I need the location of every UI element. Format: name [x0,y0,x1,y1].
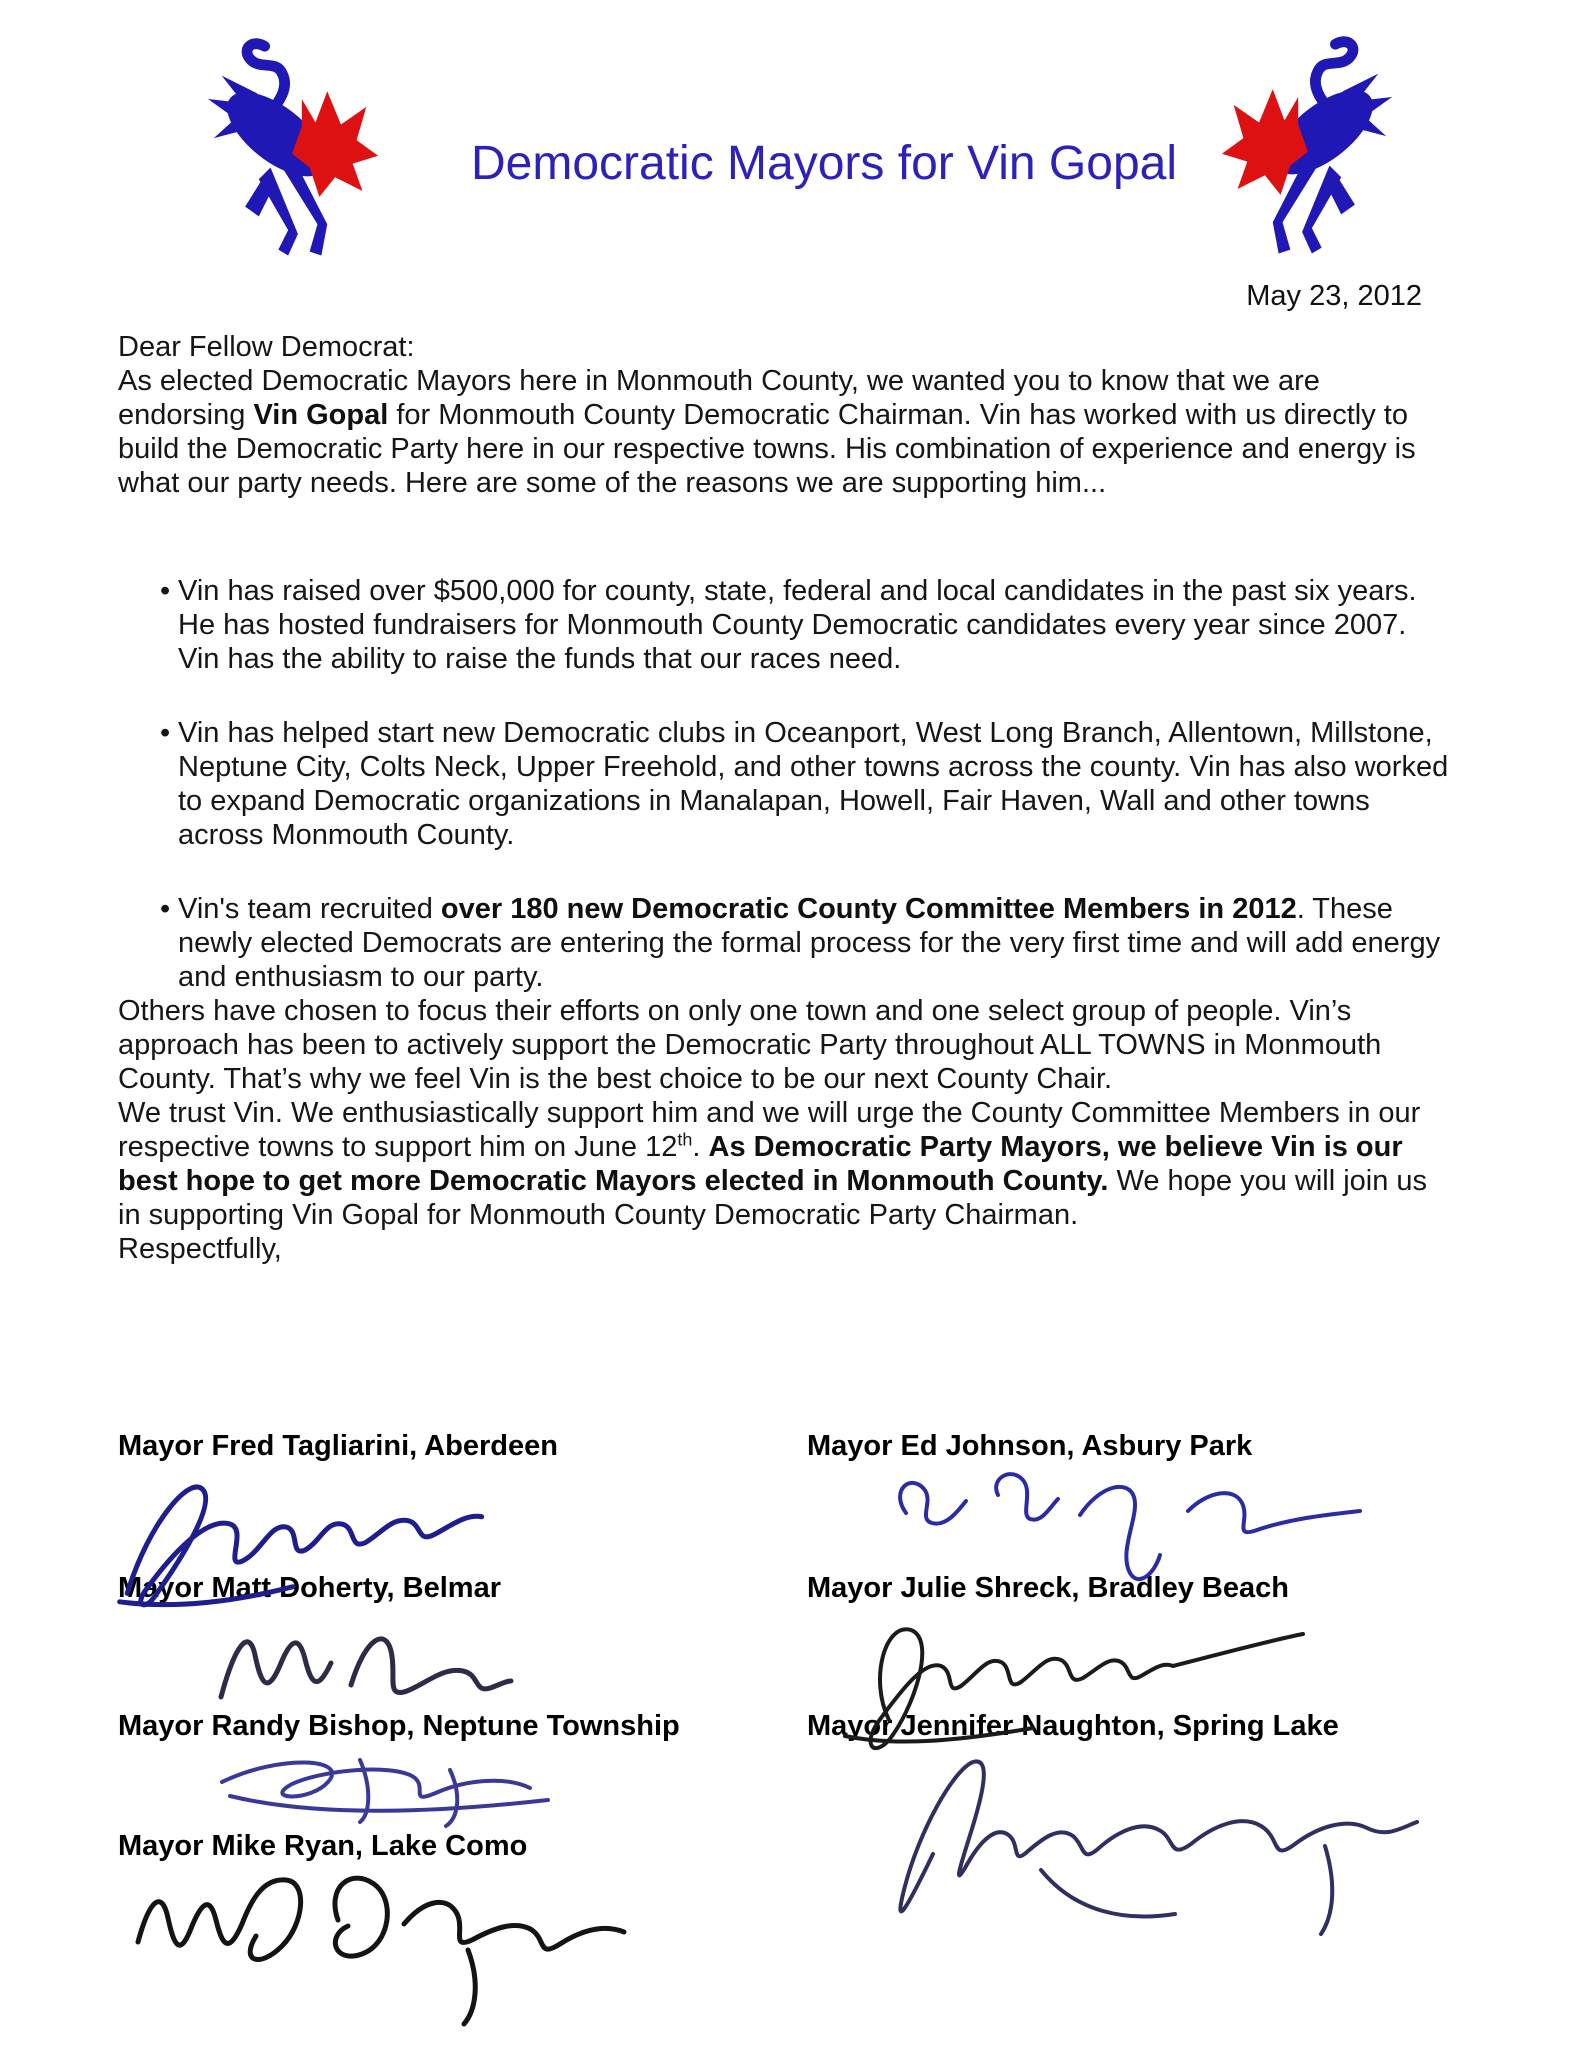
signature-matt-doherty [205,1605,515,1710]
signatory-name-randy-bishop: Mayor Randy Bishop, Neptune Township [118,1710,680,1742]
democratic-donkey-logo-left [206,32,382,258]
signatory-name-ed-johnson: Mayor Ed Johnson, Asbury Park [807,1430,1253,1462]
signatory-name-jennifer-naughton: Mayor Jennifer Naughton, Spring Lake [807,1710,1339,1742]
bullet-recruiting [118,892,1450,994]
signature-julie-shreck [833,1600,1333,1755]
trust-text-mid: . [692,1131,709,1163]
focus-paragraph: Others have chosen to focus their efforts on only one town and one select group of people. Vin’s approach has been to actively support the Democratic Party throughout ALL TOWNS in Monmouth County. That’s why we feel Vin is the best choice to be our next County Chair. [118,995,1382,1095]
signature-randy-bishop [200,1730,560,1835]
signature-fred-tagliarini [106,1442,503,1612]
bullet-recruiting-post: . These newly elected Democrats are entering the formal process for the very first time and will add energy and enthusiasm to our party. [178,893,1441,993]
salutation: Dear Fellow Democrat: [118,331,415,363]
bullet-clubs [118,716,1450,852]
closing-line: Respectfully, [118,1233,282,1265]
trust-paragraph [118,1096,1450,1232]
ordinal-superscript: th [677,1129,693,1150]
bullet-recruiting-bold: over 180 new Democratic County Committee Members in 2012 [440,893,1297,925]
bullet-marker-icon: • [160,575,171,607]
letter-body [118,330,1450,1266]
intro-text-pre: As elected Democratic Mayors here in Monmouth County, we wanted you to know that we are endorsing [118,365,1320,431]
letterhead-title: Democratic Mayors for Vin Gopal [470,137,1178,190]
signature-ed-johnson [870,1455,1370,1600]
trust-text-pre: We trust Vin. We enthusiastically support him and we will urge the County Committee Members in our respective towns to support him on June 12 [118,1097,1421,1163]
signature-jennifer-naughton [845,1736,1470,1948]
bullet-clubs-text: Vin has helped start new Democratic clubs in Oceanport, West Long Branch, Allentown, Millstone, Neptune City, Colts Neck, Upper Freehold, and other towns across the county. Vin has also worked to expand Democratic organizations in Manalapan, Howell, Fair Haven, Wall and other towns across Monmouth County. [178,717,1449,851]
trust-bold: As Democratic Party Mayors, we believe Vin is our best hope to get more Democratic Mayors elected in Monmouth County. [118,1131,1403,1197]
intro-text-post: for Monmouth County Democratic Chairman. Vin has worked with us directly to build the Democratic Party here in our respective towns. His combination of experience and energy is what our party needs. Here are some of the reasons we are supporting him... [118,399,1416,499]
trust-text-post: We hope you will join us in supporting Vin Gopal for Monmouth County Democratic Party Chairman. [118,1165,1428,1231]
intro-paragraph [118,364,1450,500]
bullet-fundraising-text: Vin has raised over $500,000 for county, state, federal and local candidates in the past six years. He has hosted fundraisers for Monmouth County Democratic candidates every year since 2007. Vin has the ability to raise the funds that our races need. [178,575,1417,675]
donkey-shape-right [1222,42,1392,254]
donkey-shape-left [208,44,378,256]
signatory-name-matt-doherty: Mayor Matt Doherty, Belmar [118,1572,501,1604]
signatory-name-mike-ryan: Mayor Mike Ryan, Lake Como [118,1830,528,1862]
intro-bold-vin-gopal: Vin Gopal [253,399,389,431]
bullet-marker-icon: • [160,717,171,749]
signature-mike-ryan [118,1858,698,2043]
signatory-name-julie-shreck: Mayor Julie Shreck, Bradley Beach [807,1572,1289,1604]
letter-date: May 23, 2012 [1246,280,1422,312]
bullet-recruiting-pre: Vin's team recruited [178,893,441,925]
democratic-donkey-logo-right [1218,30,1394,256]
signatory-name-fred-tagliarini: Mayor Fred Tagliarini, Aberdeen [118,1430,558,1462]
bullet-marker-icon: • [160,893,171,925]
bullet-list [118,574,1450,994]
bullet-fundraising [118,574,1450,676]
